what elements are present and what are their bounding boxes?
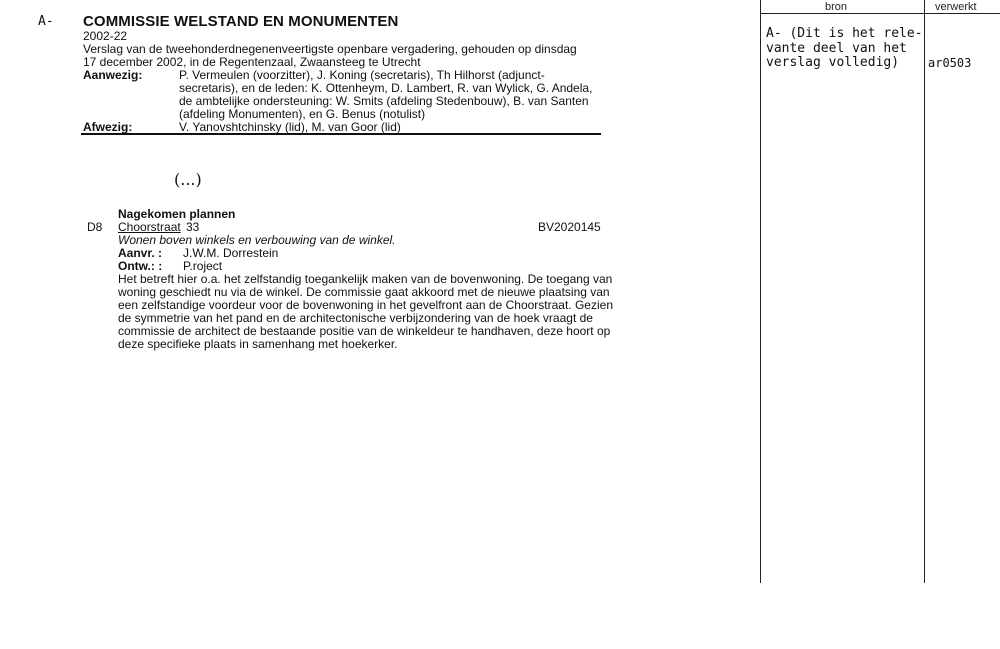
applicant-label: Aanvr. : [118, 246, 163, 260]
attendance-divider [81, 133, 601, 135]
body-line: Het betreft hier o.a. het zelfstandig toegankelijk maken van de bovenwoning. De toegang van [118, 272, 613, 286]
designer-label: Ontw.: : [118, 259, 163, 273]
prefix-mark: A- [38, 14, 54, 29]
intro-line: 17 december 2002, in de Regentenzaal, Zwaansteeg te Utrecht [83, 55, 421, 69]
present-line: de ambtelijke ondersteuning: W. Smits (afdeling Stedenbouw), B. van Santen [179, 94, 589, 108]
body-line: woning geschiedt nu via de winkel. De commissie gaat akkoord met de nieuwe plaatsing van [118, 285, 610, 299]
present-line: P. Vermeulen (voorzitter), J. Koning (secretaris), Th Hilhorst (adjunct- [179, 68, 545, 82]
document-code: 2002-22 [83, 29, 128, 43]
body-line: een zelfstandige voordeur voor de bovenwoning in het gevelfront aan de Choorstraat. Gezien [118, 298, 613, 312]
present-line: (afdeling Monumenten), en G. Benus (notulist) [179, 107, 426, 121]
item-description: Wonen boven winkels en verbouwing van de winkel. [118, 233, 396, 247]
late-plans-heading: Nagekomen plannen [118, 207, 236, 221]
item-code: D8 [87, 220, 103, 234]
verwerkt-value: ar0503 [928, 56, 972, 70]
present-line: secretaris), en de leden: K. Ottenheym, D. Lambert, R. van Wylick, G. Andela, [179, 81, 593, 95]
header-rule [760, 13, 1000, 14]
designer-value: P.roject [183, 259, 223, 273]
column-divider-left [760, 0, 761, 583]
item-reference: BV2020145 [538, 220, 601, 234]
body-line: commissie de architect de bestaande positie van de winkeldeur te handhaven, deze hoort op [118, 324, 611, 338]
present-label: Aanwezig: [83, 68, 143, 82]
omission-mark: (...) [174, 170, 202, 189]
absent-label: Afwezig: [83, 120, 133, 134]
intro-line: Verslag van de tweehonderdnegenenveertigste openbare vergadering, gehouden op dinsdag [83, 42, 577, 56]
item-number: 33 [186, 220, 200, 234]
applicant-value: J.W.M. Dorrestein [183, 246, 279, 260]
column-divider-right [924, 0, 925, 583]
absent-line: V. Yanovshtchinsky (lid), M. van Goor (lid) [179, 120, 401, 134]
document-title: COMMISSIE WELSTAND EN MONUMENTEN [83, 13, 399, 30]
item-street: Choorstraat [118, 220, 181, 234]
body-line: deze specifieke plaats in samenhang met hoekerker. [118, 337, 398, 351]
bron-note: A- (Dit is het rele- vante deel van het verslag volledig) [766, 26, 923, 70]
body-line: de symmetrie van het pand en de architectonische verbijzondering van de hoek vraagt de [118, 311, 593, 325]
bron-column-header: bron [825, 1, 848, 13]
verwerkt-column-header: verwerkt [935, 1, 977, 13]
